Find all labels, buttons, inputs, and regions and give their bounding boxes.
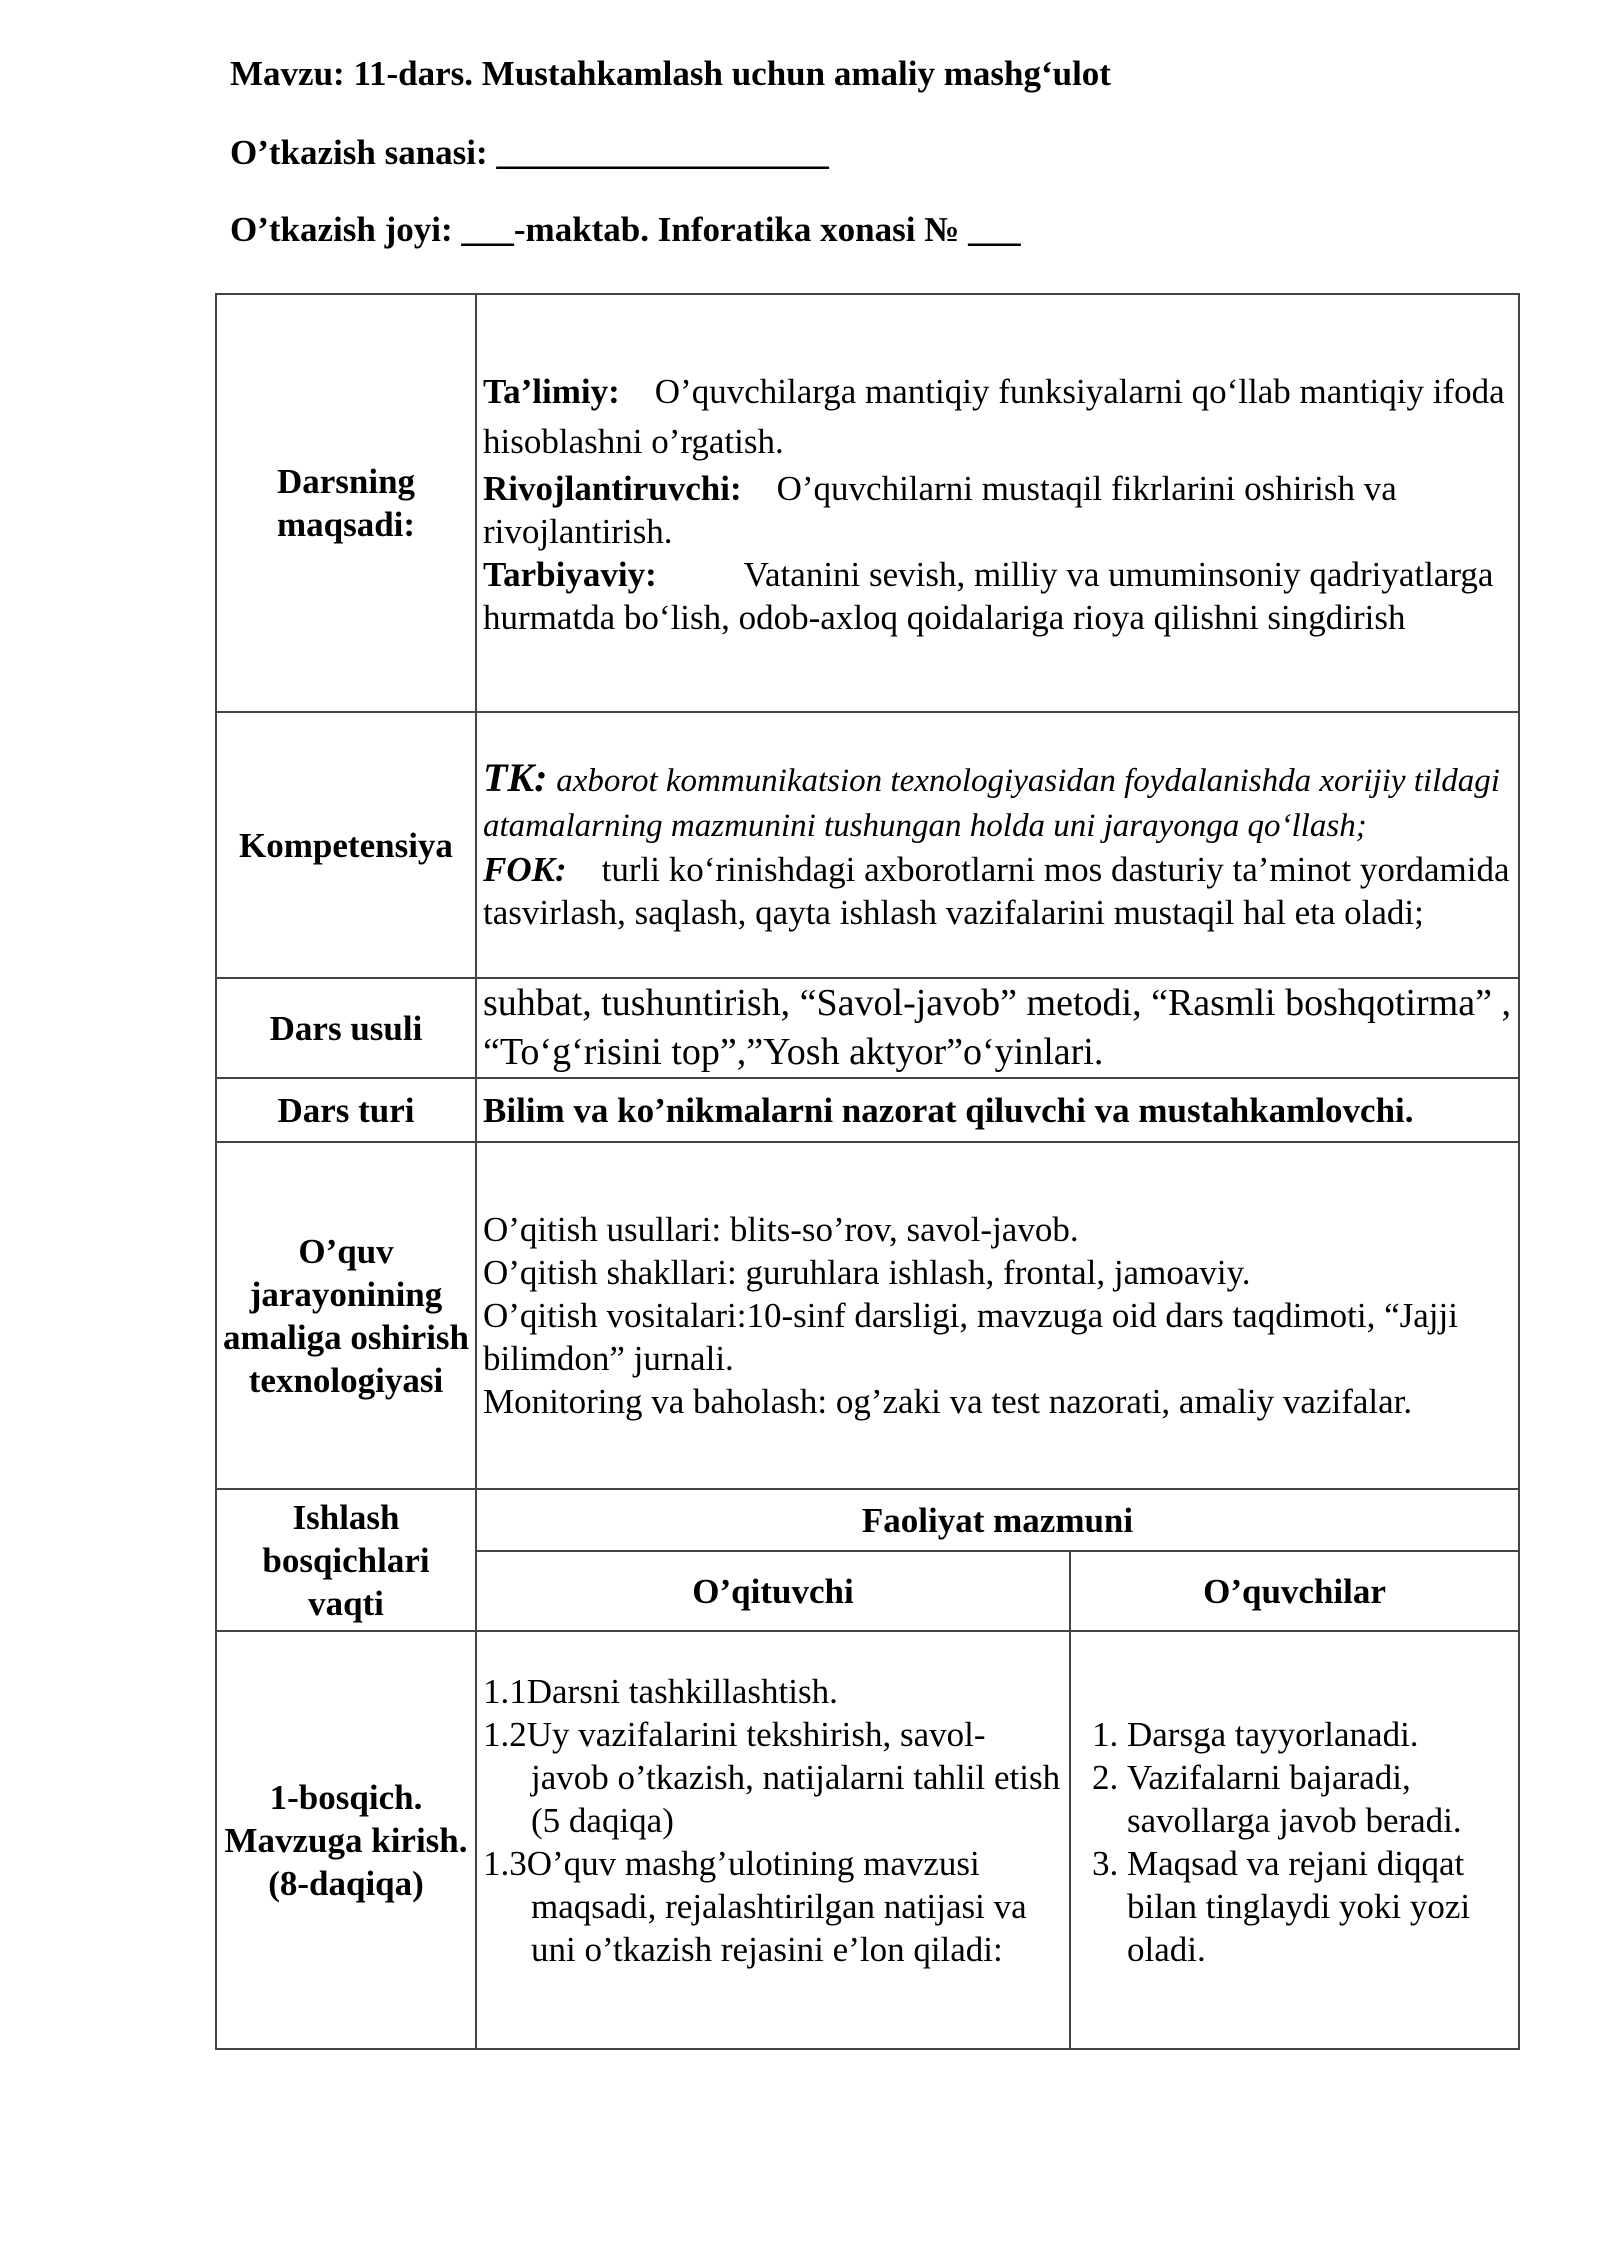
- technology-line: O’qitish usullari: blits-so’rov, savol-javob.: [483, 1210, 1079, 1249]
- teacher-step: 1.2Uy vazifalarini tekshirish, savol-javob o’tkazish, natijalarni tahlil etish (5 daqiqa): [483, 1715, 1061, 1840]
- student-step: 1. Darsga tayyorlanadi.: [1127, 1713, 1512, 1756]
- row-goals: [216, 294, 1519, 712]
- row-method: [216, 978, 1519, 1078]
- student-step: 2. Vazifalarni bajaradi, savollarga javob beradi.: [1127, 1756, 1512, 1842]
- fok-label: FOK:: [483, 850, 567, 889]
- tk-text: axborot kommunikatsion texnologiyasidan foydalanishda xorijiy tildagi atamalarning mazmunini tushungan holda uni jarayonga qo‘llash;: [483, 763, 1500, 844]
- stage-1-label: 1-bosqich. Mavzuga kirish. (8-daqiqa): [216, 1631, 476, 2049]
- rivoj-text: O’quvchilarni mustaqil fikrlarini oshirish va rivojlantirish.: [483, 469, 1397, 551]
- row-competence: [216, 712, 1519, 978]
- row-stage-header: [216, 1489, 1519, 1551]
- technology-line: O’qitish shakllari: guruhlara ishlash, frontal, jamoaviy.: [483, 1253, 1251, 1292]
- talimiy-text: O’quvchilarga mantiqiy funksiyalarni qo‘llab mantiqiy ifoda hisoblashni o’rgatish.: [483, 372, 1505, 461]
- tarb-text: Vatanini sevish, milliy va umuminsoniy qadriyatlarga hurmatda bo‘lish, odob-axloq qoidalariga rioya qilishni singdirish: [483, 555, 1494, 637]
- goals-content: [476, 294, 1519, 712]
- students-header: O’quvchilar: [1070, 1551, 1519, 1631]
- technology-line: O’qitish vositalari:10-sinf darsligi, mavzuga oid dars taqdimoti, “Jajji bilimdon” jurnali.: [483, 1296, 1458, 1378]
- goals-label: Darsning maqsadi:: [216, 294, 476, 712]
- type-label: Dars turi: [216, 1078, 476, 1142]
- competence-label: Kompetensiya: [216, 712, 476, 978]
- competence-content: [476, 712, 1519, 978]
- tk-label: TK:: [483, 755, 548, 800]
- stage-1-students: [1070, 1631, 1519, 2049]
- teacher-header: O’qituvchi: [476, 1551, 1070, 1631]
- tarb-label: Tarbiyaviy:: [483, 555, 657, 594]
- method-text: suhbat, tushuntirish, “Savol-javob” metodi, “Rasmli boshqotirma” , “To‘g‘risini top”,”Yosh aktyor”o‘yinlari.: [476, 978, 1519, 1078]
- activity-header: Faoliyat mazmuni: [476, 1489, 1519, 1551]
- method-label: Dars usuli: [216, 978, 476, 1078]
- row-stage-1: [216, 1631, 1519, 2049]
- technology-content: [476, 1142, 1519, 1489]
- date-line: O’tkazish sanasi: ___________________: [230, 133, 829, 172]
- type-text: Bilim va ko’nikmalarni nazorat qiluvchi va mustahkamlovchi.: [476, 1078, 1519, 1142]
- technology-line: Monitoring va baholash: og’zaki va test nazorati, amaliy vazifalar.: [483, 1382, 1413, 1421]
- technology-label: O’quv jarayonining amaliga oshirish texnologiyasi: [216, 1142, 476, 1489]
- student-step: 3. Maqsad va rejani diqqat bilan tinglaydi yoki yozi oladi.: [1127, 1842, 1512, 1971]
- topic-line: Mavzu: 11-dars. Mustahkamlash uchun amaliy mashg‘ulot: [230, 54, 1111, 93]
- rivoj-label: Rivojlantiruvchi:: [483, 469, 742, 508]
- teacher-step: 1.1Darsni tashkillashtish.: [483, 1672, 838, 1711]
- lesson-plan-table: [215, 293, 1520, 2050]
- talimiy-label: Ta’limiy:: [483, 372, 620, 411]
- fok-text: turli ko‘rinishdagi axborotlarni mos dasturiy ta’minot yordamida tasvirlash, saqlash, qayta ishlash vazifalarini mustaqil hal eta oladi;: [483, 850, 1510, 932]
- place-line: O’tkazish joyi: ___-maktab. Inforatika xonasi № ___: [230, 210, 1021, 249]
- row-technology: [216, 1142, 1519, 1489]
- teacher-step: 1.3O’quv mashg’ulotining mavzusi maqsadi, rejalashtirilgan natijasi va uni o’tkazish rejasini e’lon qiladi:: [483, 1844, 1027, 1969]
- stage-time-label: Ishlash bosqichlari vaqti: [216, 1489, 476, 1631]
- row-type: [216, 1078, 1519, 1142]
- stage-1-teacher: [476, 1631, 1070, 2049]
